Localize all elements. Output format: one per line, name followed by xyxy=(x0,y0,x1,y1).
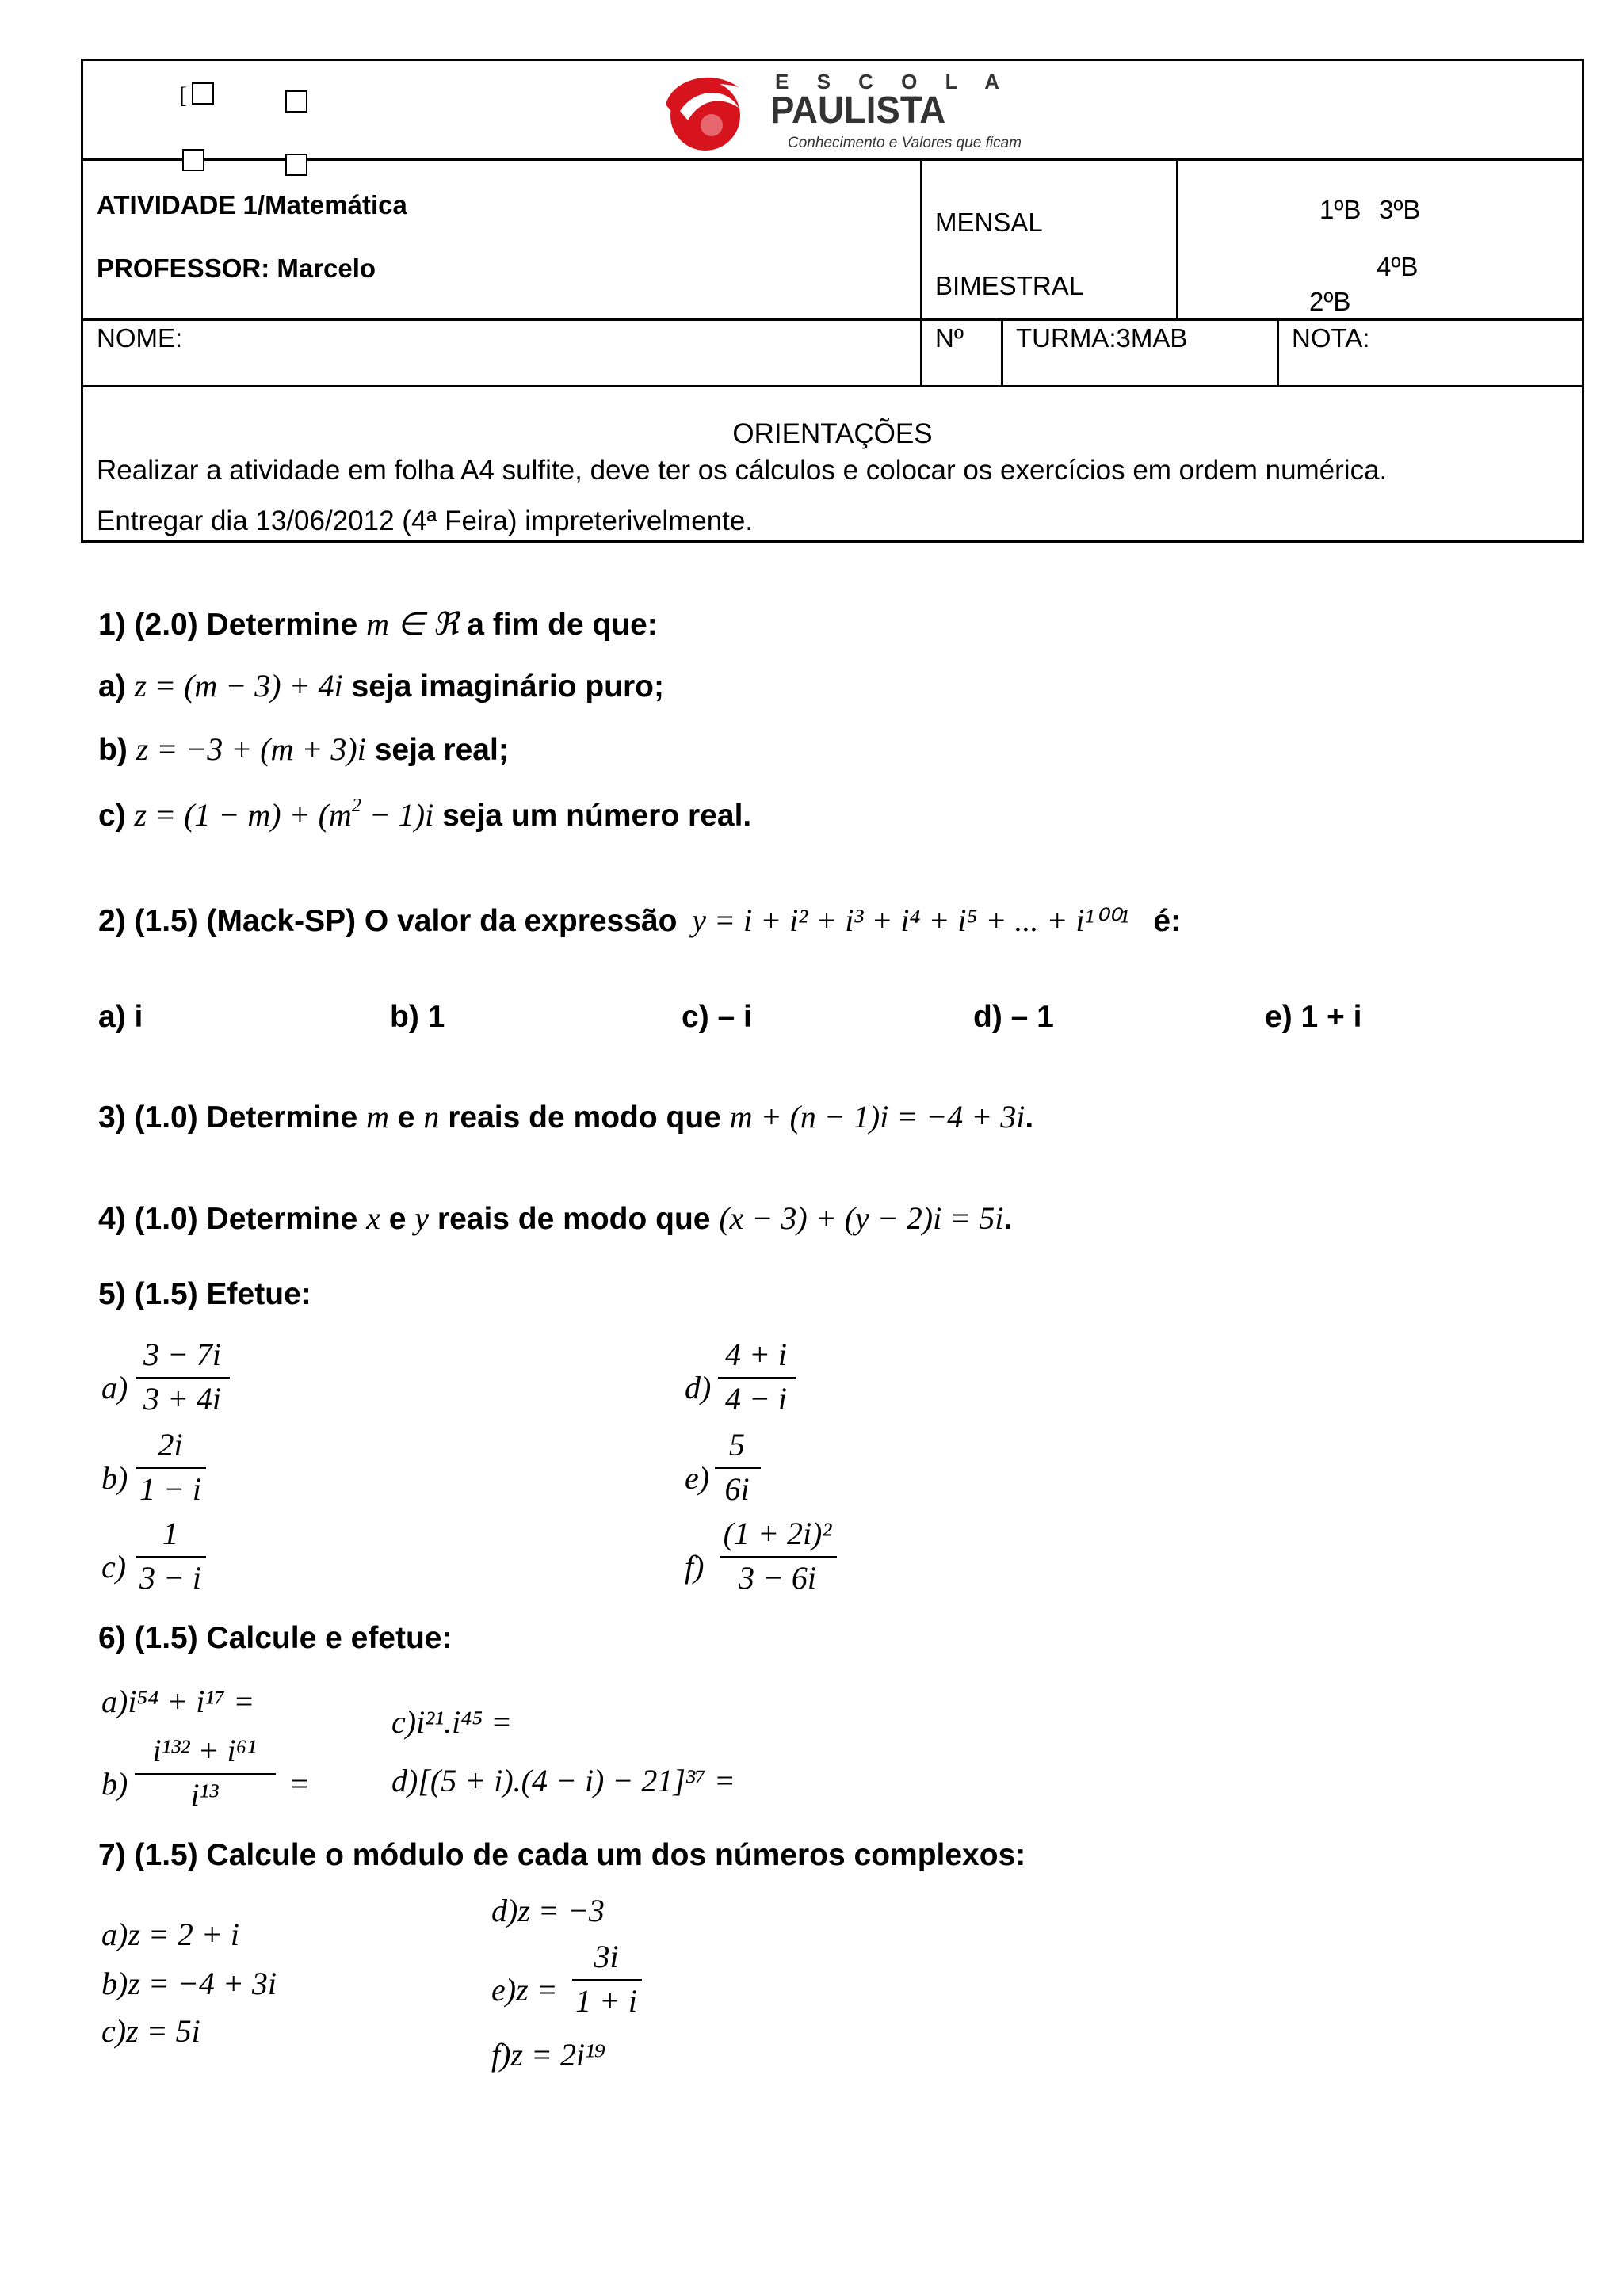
escola-paulista-logo-icon xyxy=(656,63,751,158)
question-7c: c)z = 5i xyxy=(101,2013,200,2049)
denominator: i¹³ xyxy=(190,1777,219,1813)
denominator: 3 − i xyxy=(139,1560,202,1596)
item-text: seja imaginário puro; xyxy=(351,669,664,704)
conjunction: e xyxy=(388,1202,407,1236)
checkbox-square xyxy=(192,82,214,105)
question-6c: c)i²¹.i⁴⁵ = xyxy=(391,1704,513,1740)
item-label: c) xyxy=(98,799,126,833)
denominator: 4 − i xyxy=(724,1381,788,1417)
question-6d: d)[(5 + i).(4 − i) − 21]³⁷ = xyxy=(391,1763,735,1798)
question-3-lead: 3) (1.0) Determine xyxy=(98,1100,358,1135)
question-2-lead: 2) (1.5) (Mack-SP) O valor da expressão xyxy=(98,904,678,938)
orientations-line-1: Realizar a atividade em folha A4 sulfite, deve ter os cálculos e colocar os exercícios em ordem numérica. xyxy=(97,455,1388,486)
professor-name: PROFESSOR: Marcelo xyxy=(97,254,376,283)
question-2-tail: é: xyxy=(1153,904,1182,938)
question-4-mid: reais de modo que xyxy=(437,1202,711,1236)
numerator: 2i xyxy=(158,1427,183,1463)
question-3 xyxy=(98,1098,1033,1135)
name-field-label: NOME: xyxy=(97,323,183,353)
item-text: seja real; xyxy=(374,733,509,767)
item-label: b) xyxy=(101,1766,128,1802)
grade-field-label: NOTA: xyxy=(1292,323,1370,353)
numerator: 5 xyxy=(729,1427,745,1463)
option-e: e) 1 + i xyxy=(1265,1000,1362,1034)
item-label: a) xyxy=(101,1370,128,1405)
table-border-right xyxy=(1582,59,1584,543)
denominator: 3 − 6i xyxy=(738,1560,817,1596)
col-separator xyxy=(1001,318,1003,387)
class-2b: 2ºB xyxy=(1309,287,1351,316)
checkbox-square xyxy=(285,90,307,113)
item-label: b) xyxy=(101,1460,128,1496)
question-6a: a)i⁵⁴ + i¹⁷ = xyxy=(101,1684,255,1719)
conjunction: e xyxy=(397,1100,415,1135)
question-1-tail: a fim de que: xyxy=(467,608,658,642)
option-d: d) – 1 xyxy=(973,1000,1054,1034)
numerator: (1 + 2i)² xyxy=(723,1516,832,1551)
fraction-bar xyxy=(136,1467,206,1469)
class-3b: 3ºB xyxy=(1379,195,1421,224)
question-7-title: 7) (1.5) Calcule o módulo de cada um dos números complexos: xyxy=(98,1838,1026,1872)
variable: y xyxy=(414,1200,430,1236)
math-expression xyxy=(135,797,434,833)
fraction-bar xyxy=(720,1556,837,1558)
question-1a xyxy=(98,667,664,704)
numerator: 3i xyxy=(594,1939,619,1974)
fraction-bar xyxy=(136,1556,206,1558)
bracket-mark: [ xyxy=(179,82,187,109)
numerator: 1 xyxy=(162,1516,178,1551)
item-label: c) xyxy=(101,1549,127,1585)
col-separator xyxy=(1176,158,1178,319)
table-border-top xyxy=(81,59,1584,61)
bimestral-label: BIMESTRAL xyxy=(935,271,1084,300)
item-label: e) xyxy=(685,1460,710,1496)
class-field: TURMA:3MAB xyxy=(1016,323,1188,353)
numerator: 4 + i xyxy=(724,1337,788,1372)
denominator: 1 + i xyxy=(575,1983,638,2019)
table-border-bottom xyxy=(81,540,1584,543)
orientations-title: ORIENTAÇÕES xyxy=(732,418,933,449)
activity-title: ATIVIDADE 1/Matemática xyxy=(97,190,407,219)
denominator: 1 − i xyxy=(139,1471,202,1507)
fraction-bar xyxy=(135,1773,276,1775)
expr-part: − 1)i xyxy=(361,797,434,833)
equals-sign: = xyxy=(288,1766,310,1802)
numerator: 3 − 7i xyxy=(143,1337,222,1372)
variable: x xyxy=(366,1200,380,1236)
math-expression: y = i + i² + i³ + i⁴ + i⁵ + ... + i¹⁰⁰¹ xyxy=(692,902,1129,938)
question-7a: a)z = 2 + i xyxy=(101,1917,239,1952)
expr-part: z = (1 − m) + (m xyxy=(134,797,352,833)
question-7b: b)z = −4 + 3i xyxy=(101,1966,277,2001)
item-label: a) xyxy=(98,669,126,704)
class-1b: 1ºB xyxy=(1319,195,1361,224)
number-field-label: Nº xyxy=(935,323,964,353)
math-expression: z = (m − 3) + 4i xyxy=(134,668,343,704)
variable: n xyxy=(423,1099,440,1135)
logo-small-text: E S C O L A xyxy=(775,70,1011,93)
item-label: f) xyxy=(685,1549,705,1585)
question-1c xyxy=(98,795,751,833)
period: . xyxy=(1025,1100,1034,1135)
question-1-prompt xyxy=(98,605,658,643)
question-4-lead: 4) (1.0) Determine xyxy=(98,1202,358,1236)
mensal-label: MENSAL xyxy=(935,208,1043,237)
question-6-title: 6) (1.5) Calcule e efetue: xyxy=(98,1621,453,1655)
item-text: seja um número real. xyxy=(442,799,752,833)
class-4b: 4ºB xyxy=(1377,252,1419,281)
row-separator xyxy=(81,385,1584,387)
item-label: e)z = xyxy=(491,1972,558,2008)
option-c: c) – i xyxy=(682,1000,752,1034)
question-4 xyxy=(98,1199,1012,1237)
math-expression: z = −3 + (m + 3)i xyxy=(136,731,366,767)
fraction-bar xyxy=(718,1377,796,1379)
logo-big-text: PAULISTA xyxy=(770,90,946,132)
numerator: i¹³² + i⁶¹ xyxy=(152,1733,257,1768)
logo-tagline: Conhecimento e Valores que ficam xyxy=(788,135,1022,151)
checkbox-square xyxy=(182,149,204,171)
question-3-mid: reais de modo que xyxy=(448,1100,721,1135)
exponent: 2 xyxy=(351,795,361,816)
question-7f: f)z = 2i¹⁹ xyxy=(491,2037,606,2073)
col-separator xyxy=(920,158,922,387)
period: . xyxy=(1003,1202,1013,1236)
question-5-title: 5) (1.5) Efetue: xyxy=(98,1277,311,1311)
row-separator xyxy=(81,318,1584,321)
item-label: d) xyxy=(685,1370,712,1405)
question-1b xyxy=(98,730,509,768)
denominator: 3 + 4i xyxy=(143,1381,222,1417)
fraction-bar xyxy=(715,1467,761,1469)
variable: m xyxy=(366,1099,390,1135)
table-border-left xyxy=(81,59,83,543)
math-expression: m + (n − 1)i = −4 + 3i xyxy=(729,1099,1025,1135)
question-7d: d)z = −3 xyxy=(491,1893,605,1928)
fraction-bar xyxy=(572,1979,642,1981)
item-label: b) xyxy=(98,733,128,767)
fraction-bar xyxy=(136,1377,230,1379)
question-2-prompt xyxy=(98,902,1181,939)
math-expression: (x − 3) + (y − 2)i = 5i xyxy=(719,1200,1004,1236)
option-b: b) 1 xyxy=(390,1000,445,1034)
orientations-line-2: Entregar dia 13/06/2012 (4ª Feira) impreterivelmente. xyxy=(97,505,754,536)
checkbox-square xyxy=(285,154,307,176)
option-a: a) i xyxy=(98,1000,143,1034)
question-1-lead: 1) (2.0) Determine xyxy=(98,608,358,642)
question-1-variable: m ∈ ℜ xyxy=(366,606,459,642)
denominator: 6i xyxy=(724,1471,750,1507)
col-separator xyxy=(1277,318,1279,387)
